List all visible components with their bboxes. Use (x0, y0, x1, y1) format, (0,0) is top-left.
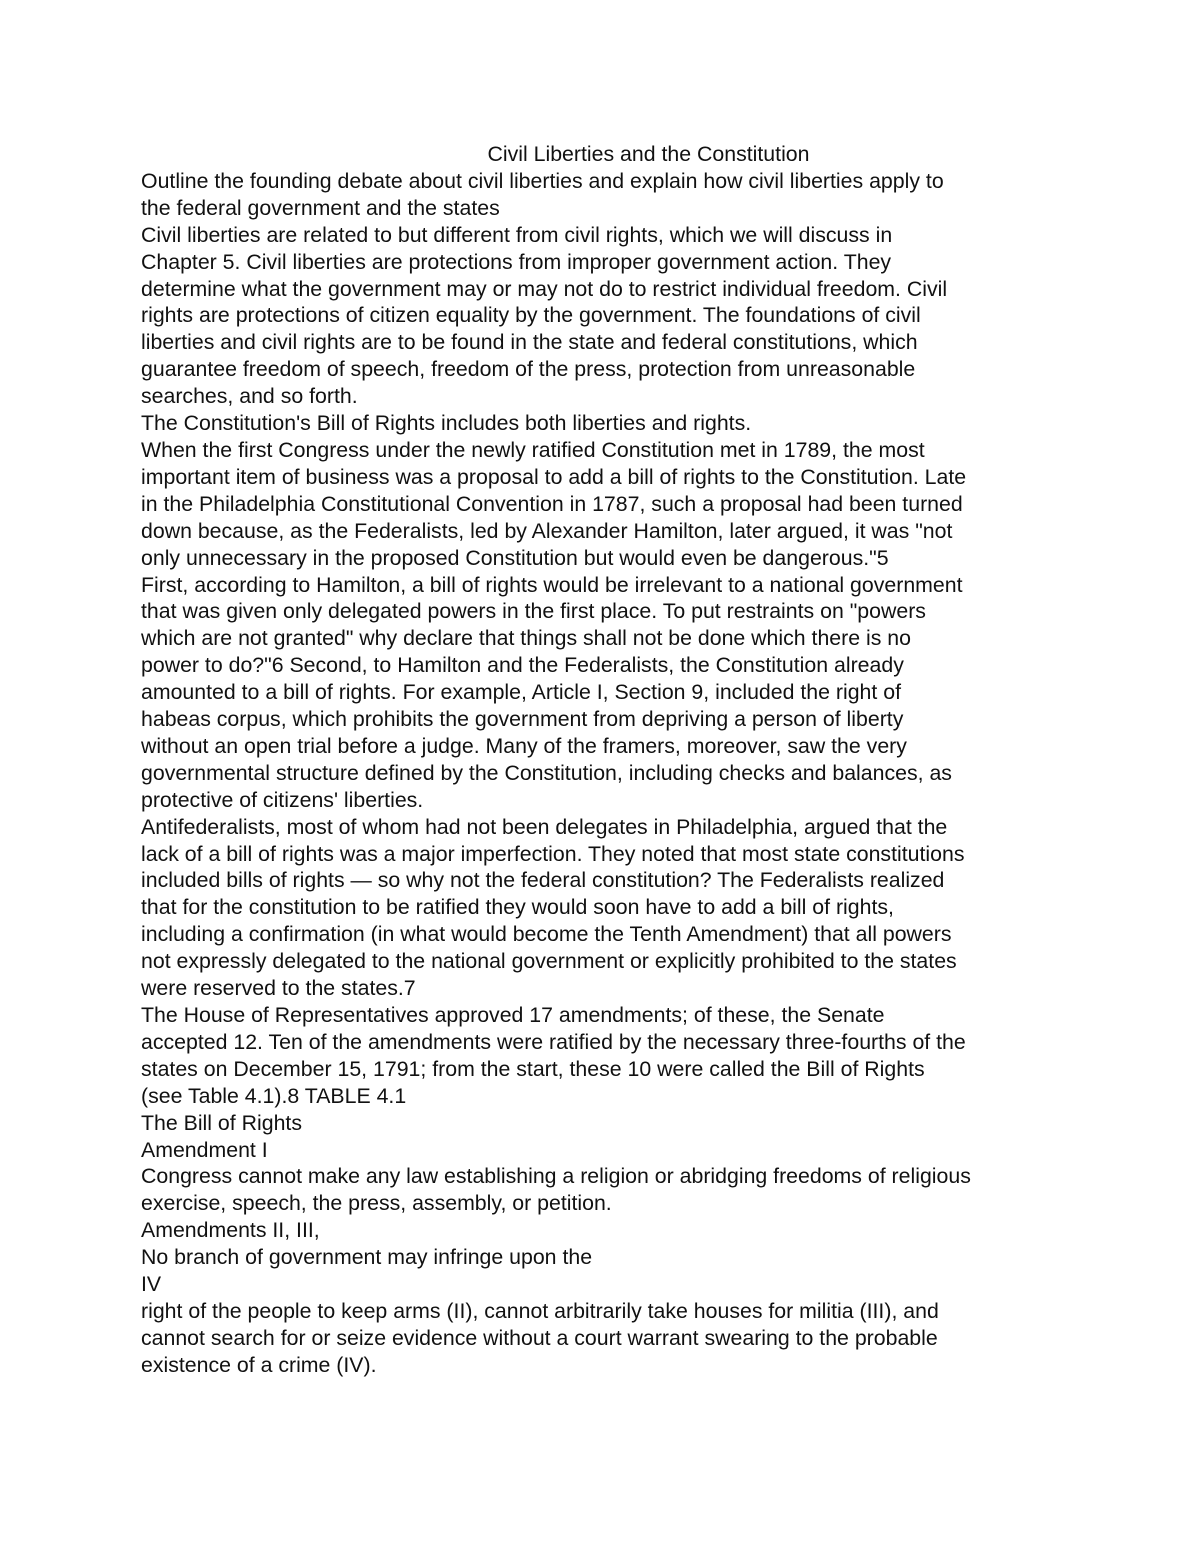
text-line: Amendments II, III, (141, 1218, 320, 1243)
document-body (141, 141, 1066, 1379)
text-line: No branch of government may infringe upon the (141, 1245, 593, 1270)
paragraph (141, 1137, 1066, 1164)
text-line: amounted to a bill of rights. For example, Article I, Section 9, included the right of (141, 680, 901, 705)
text-line: right of the people to keep arms (II), cannot arbitrarily take houses for militia (III), and (141, 1298, 939, 1323)
text-line: existence of a crime (IV). (141, 1352, 377, 1377)
text-line: liberties and civil rights are to be found in the state and federal constitutions, which (141, 330, 918, 355)
text-line: in the Philadelphia Constitutional Convention in 1787, such a proposal had been turned (141, 491, 963, 516)
text-line: only unnecessary in the proposed Constitution but would even be dangerous."5 (141, 545, 889, 570)
text-line: The Bill of Rights (141, 1110, 302, 1135)
text-line: Amendment I (141, 1137, 268, 1162)
text-line: protective of citizens' liberties. (141, 787, 424, 812)
text-line: First, according to Hamilton, a bill of rights would be irrelevant to a national government (141, 572, 963, 597)
paragraph (141, 222, 1066, 410)
paragraph (141, 168, 1066, 222)
paragraph (141, 410, 1066, 437)
text-line: When the first Congress under the newly ratified Constitution met in 1789, the most (141, 437, 925, 462)
text-line: The Constitution's Bill of Rights includes both liberties and rights. (141, 411, 752, 436)
text-line: (see Table 4.1).8 TABLE 4.1 (141, 1083, 407, 1108)
paragraph (141, 814, 1066, 1002)
text-line: cannot search for or seize evidence without a court warrant swearing to the probable (141, 1325, 938, 1350)
paragraph (141, 1271, 1066, 1298)
paragraph (141, 1002, 1066, 1110)
document-title: Civil Liberties and the Constitution (487, 142, 810, 166)
text-line: that was given only delegated powers in the first place. To put restraints on "powers (141, 599, 926, 624)
text-line: exercise, speech, the press, assembly, or petition. (141, 1191, 612, 1216)
paragraph (141, 572, 1066, 814)
text-line: Outline the founding debate about civil liberties and explain how civil liberties apply to (141, 168, 944, 193)
text-line: states on December 15, 1791; from the start, these 10 were called the Bill of Rights (141, 1056, 925, 1081)
text-line: Civil liberties are related to but different from civil rights, which we will discuss in (141, 222, 893, 247)
text-line: Antifederalists, most of whom had not been delegates in Philadelphia, argued that the (141, 814, 948, 839)
text-line: down because, as the Federalists, led by Alexander Hamilton, later argued, it was "not (141, 518, 953, 543)
text-line: The House of Representatives approved 17 amendments; of these, the Senate (141, 1003, 885, 1027)
text-line: determine what the government may or may not do to restrict individual freedom. Civil (141, 276, 948, 301)
text-line: guarantee freedom of speech, freedom of the press, protection from unreasonable (141, 357, 916, 382)
paragraph (141, 1217, 1066, 1244)
text-line: including a confirmation (in what would become the Tenth Amendment) that all powers (141, 922, 952, 947)
text-line: the federal government and the states (141, 195, 500, 220)
text-line: without an open trial before a judge. Many of the framers, moreover, saw the very (141, 733, 907, 758)
paragraph (141, 1163, 1066, 1217)
text-line: important item of business was a proposal to add a bill of rights to the Constitution. Late (141, 464, 967, 489)
paragraph (141, 1110, 1066, 1137)
text-line: IV (141, 1272, 162, 1297)
paragraph-list (141, 168, 1066, 1379)
text-line: Congress cannot make any law establishing a religion or abridging freedoms of religious (141, 1164, 971, 1189)
text-line: included bills of rights — so why not the federal constitution? The Federalists realized (141, 868, 945, 893)
text-line: Chapter 5. Civil liberties are protections from improper government action. They (141, 249, 892, 274)
paragraph (141, 1244, 1066, 1271)
text-line: habeas corpus, which prohibits the government from depriving a person of liberty (141, 707, 904, 732)
text-line: searches, and so forth. (141, 384, 358, 409)
text-line: not expressly delegated to the national government or explicitly prohibited to the states (141, 949, 957, 974)
text-line: that for the constitution to be ratified they would soon have to add a bill of rights, (141, 895, 894, 920)
text-line: lack of a bill of rights was a major imperfection. They noted that most state constitutions (141, 841, 965, 866)
text-line: rights are protections of citizen equality by the government. The foundations of civil (141, 303, 921, 328)
text-line: governmental structure defined by the Constitution, including checks and balances, as (141, 760, 952, 785)
text-line: which are not granted" why declare that things shall not be done which there is no (141, 626, 911, 651)
text-line: power to do?"6 Second, to Hamilton and the Federalists, the Constitution already (141, 653, 904, 678)
text-line: were reserved to the states.7 (141, 976, 416, 1001)
text-line: accepted 12. Ten of the amendments were ratified by the necessary three-fourths of the (141, 1029, 966, 1054)
paragraph (141, 437, 1066, 572)
paragraph (141, 1298, 1066, 1379)
